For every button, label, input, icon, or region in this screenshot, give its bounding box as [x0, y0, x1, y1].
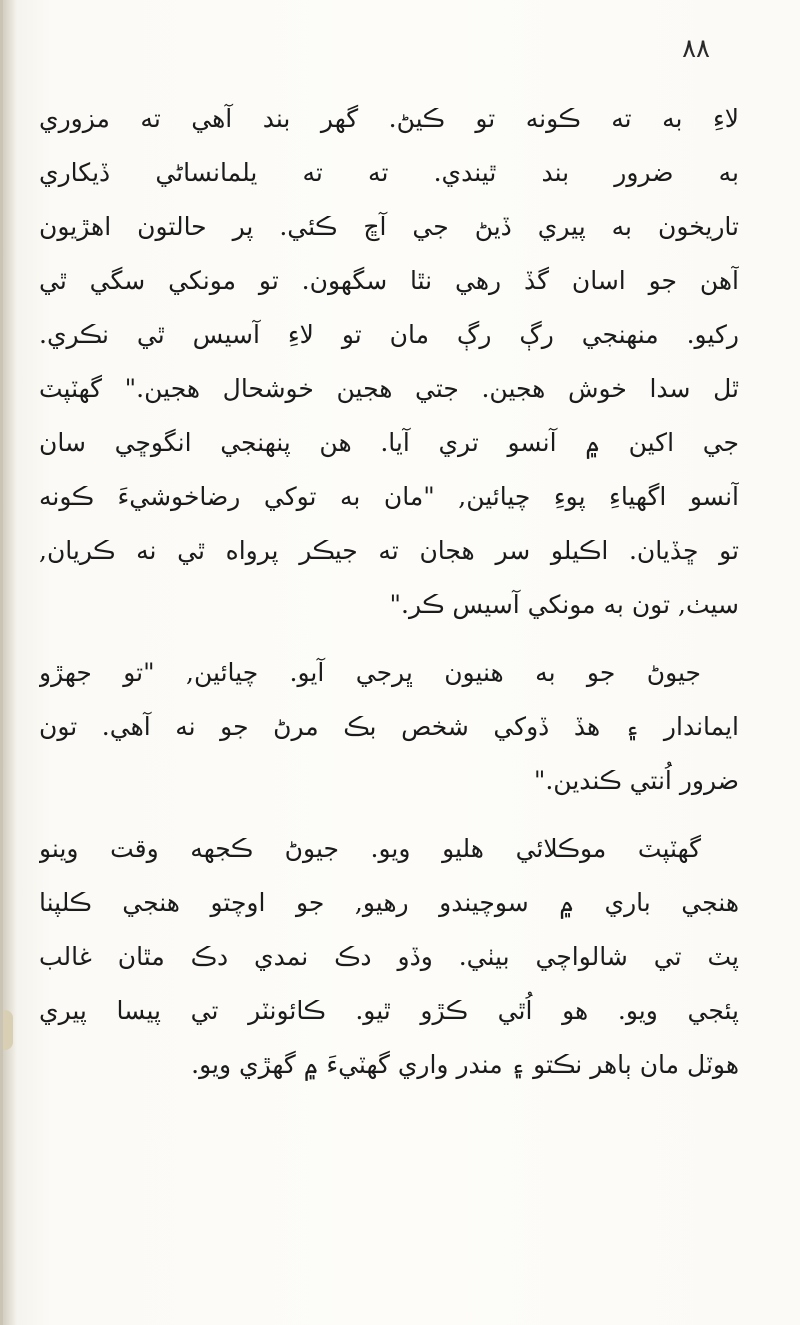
text-line: به ضرور بند ٿيندي. ته ته يلمانساڻي ڏيکاري: [39, 158, 739, 187]
text-line: گهٽپٽ موڪلائي هليو ويو. جيوڻ ڪجهه وقت وينو: [39, 834, 701, 863]
paragraph-3: [39, 822, 739, 1092]
text-line: پئجي ويو. هو اُٿي ڪڙو ٿيو. ڪائونٽر تي پيسا پيري: [39, 996, 739, 1025]
text-line: ايماندار ۽ هڏ ڏوکي شخص بڪ مرڻ جو نه آهي. تون: [39, 712, 739, 741]
body-text: [39, 92, 739, 1092]
text-line: سيٺ, تون به مونکي آسيس ڪر.": [389, 590, 739, 619]
text-line: ٿل سدا خوش هجين. جتي هجين خوشحال هجين." گهٽپٽ: [39, 374, 739, 403]
text-line: آنسو اگهياءِ پوءِ چيائين, "مان به توکي رضاخوشيءَ ڪونه: [39, 482, 739, 511]
text-line: پٽ تي شالواچي بيٺي. وڏو دڪ نمدي دڪ مٿان غالب: [39, 942, 739, 971]
paragraph-gap: [39, 808, 739, 822]
text-line: جيوڻ جو به هنيون ڀرجي آيو. چيائين, "تو جهڙو: [39, 658, 701, 687]
text-line: تو ڇڏيان. اڪيلو سر هجان ته جيڪر پرواه ٿي نه ڪريان,: [39, 536, 739, 565]
text-line: لاءِ به ته ڪونه تو ڪيڻ. گهر بند آهي ته مزوري: [39, 104, 739, 133]
text-line: هوٽل مان ٻاهر نڪتو ۽ مندر واري گهٽيءَ ۾ گهڙي ويو.: [191, 1050, 739, 1079]
page-binding-shadow: [3, 0, 17, 1325]
text-line: ضرور اُنتي ڪندين.": [533, 766, 739, 795]
text-line: تاريخون به پيري ڏيڻ جي آڇ ڪئي. پر حالتون اهڙيون: [39, 212, 739, 241]
text-line: رکيو. منهنجي رڳ رڳ مان تو لاءِ آسيس ٿي نڪري.: [39, 320, 739, 349]
paragraph-2: [39, 646, 739, 808]
page-edge-stain: [3, 1010, 13, 1050]
page-number: ٨٨: [682, 34, 710, 64]
paragraph-gap: [39, 632, 739, 646]
text-line: هنجي باري ۾ سوچيندو رهيو, جو اوچتو هنجي ڪلپنا: [39, 888, 739, 917]
paragraph-1: [39, 92, 739, 632]
text-line: جي اکين ۾ آنسو تري آيا. هن پنهنجي انگوڇي سان: [39, 428, 739, 457]
text-line: آهن جو اسان گڏ رهي نٿا سگهون. تو مونکي سگي ٿي: [39, 266, 739, 295]
